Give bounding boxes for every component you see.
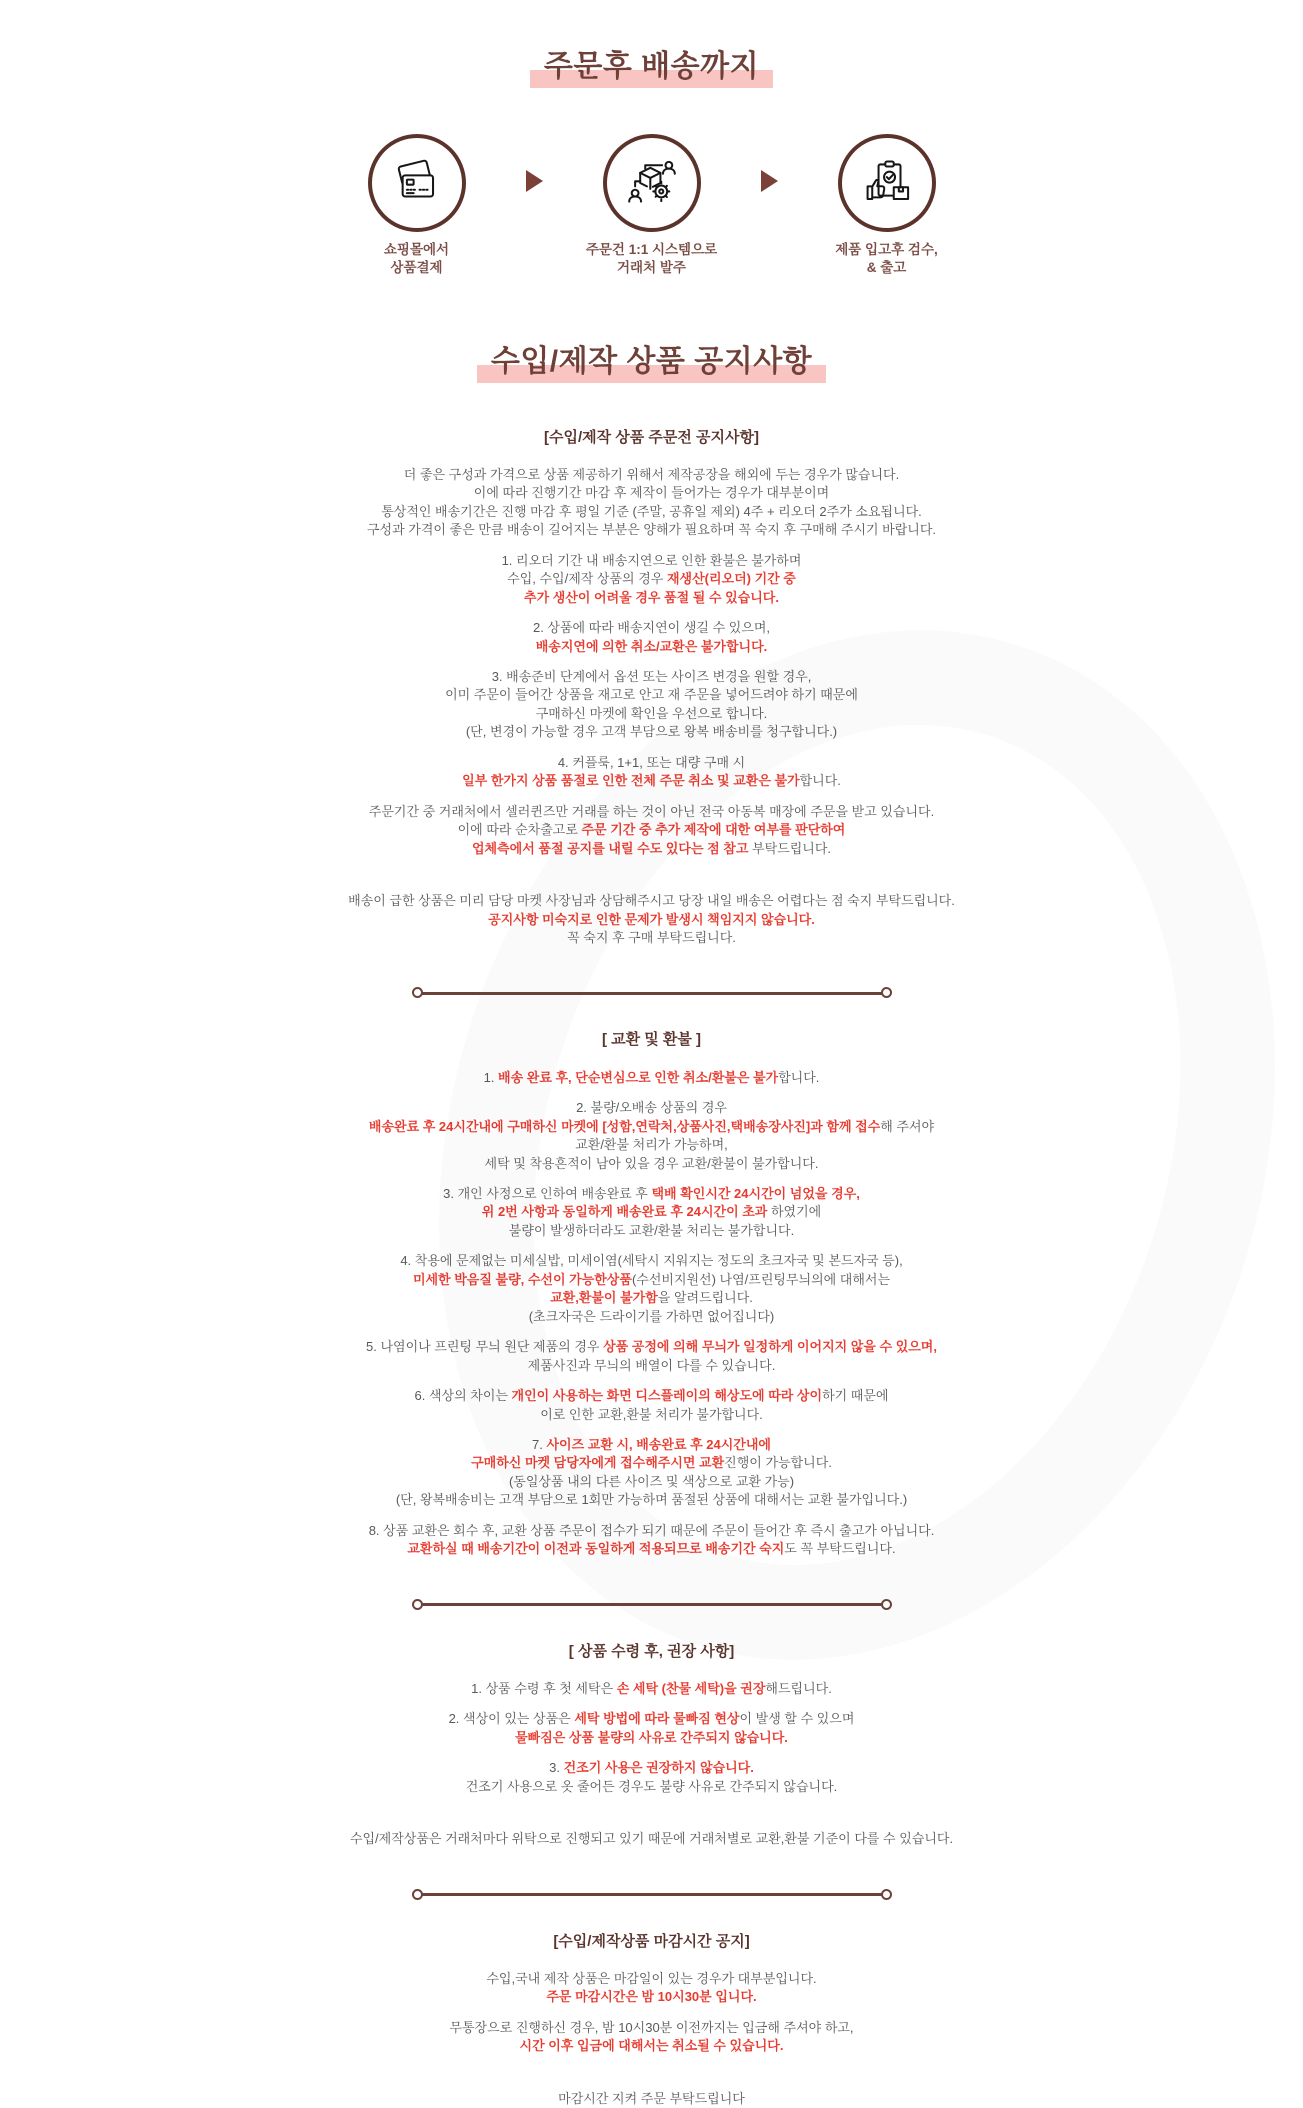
body-text: 하기 때문에 <box>822 1388 889 1404</box>
body-text: 마감시간 지켜 주문 부탁드립니다 <box>558 2090 745 2106</box>
notice-title <box>302 277 1002 385</box>
body-text: 수입,국내 제작 상품은 마감일이 있는 경우가 대부분입니다. <box>486 1971 817 1987</box>
section-header: [ 교환 및 환불 ] <box>601 1031 702 1049</box>
body-text: 불량이 발생하더라도 교환/환불 처리는 불가합니다. <box>508 1222 795 1238</box>
emphasis-red-text: 재생산(리오더) 기간 중 <box>666 571 796 587</box>
emphasis-red-text: 주문 마감시간은 밤 10시30분 입니다. <box>546 1989 757 2005</box>
body-text: 해 주셔야 <box>880 1118 935 1134</box>
body-text: 도 꼭 부탁드립니다. <box>784 1541 896 1557</box>
notice-body <box>302 427 1002 2108</box>
section-divider <box>412 1889 892 1901</box>
body-text: 을 알려드립니다. <box>657 1290 753 1306</box>
notice-paragraph <box>302 1185 1002 1240</box>
emphasis-red-text: 교환하실 때 배송기간이 이전과 동일하게 적용되므로 배송기간 숙지 <box>407 1541 785 1557</box>
shipping-notice-page <box>302 0 1002 2106</box>
emphasis-red-text: 시간 이후 입금에 대해서는 취소될 수 있습니다. <box>519 2038 784 2054</box>
body-text: 세탁 및 착용흔적이 남아 있을 경우 교환/환불이 불가합니다. <box>484 1155 819 1171</box>
body-text: 통상적인 배송기간은 진행 마감 후 평일 기준 (주말, 공휴일 제외) 4주 + 리오더 2주가 소요됩니다. <box>381 503 922 519</box>
notice-paragraph <box>302 1436 1002 1510</box>
notice-title-text: 수입/제작 상품 공지사항 <box>477 341 826 385</box>
body-text: 합니다. <box>778 1069 820 1085</box>
emphasis-red-text: 택배 확인시간 24시간이 넘었을 경우, <box>651 1186 860 1201</box>
notice-paragraph <box>302 1970 1002 2007</box>
body-text: 교환/환불 처리가 가능하며, <box>575 1137 728 1153</box>
emphasis-red-text: 교환,환불이 불가함 <box>550 1290 658 1306</box>
body-text: 이에 따라 순차출고로 <box>457 822 582 838</box>
emphasis-red-text: 손 세탁 (찬물 세탁)을 권장 <box>616 1681 766 1696</box>
notice-paragraph <box>302 1387 1002 1424</box>
notice-paragraph <box>302 668 1002 742</box>
notice-paragraph <box>302 1099 1002 1173</box>
notice-paragraph <box>302 466 1002 540</box>
notice-paragraph <box>302 1338 1002 1375</box>
body-text: 8. 상품 교환은 회수 후, 교환 상품 주문이 접수가 되기 때문에 주문이 들어간 후 즉시 출고가 아닙니다. <box>368 1522 935 1538</box>
body-text: 이에 따라 진행기간 마감 후 제작이 들어가는 경우가 대부분이며 <box>473 485 830 501</box>
flow-step-payment <box>332 134 502 277</box>
arrow-right-icon <box>526 170 543 192</box>
pre-order-notice-section <box>302 427 1002 948</box>
body-text: 건조기 사용으로 옷 줄어든 경우도 불량 사유로 간주되지 않습니다. <box>465 1778 838 1794</box>
caption-line: 상품결제 <box>390 259 443 275</box>
body-text: 부탁드립니다. <box>748 840 832 856</box>
body-text: 합니다. <box>799 773 841 789</box>
body-text: (수선비지원선) 나염/프린팅무늬의에 대해서는 <box>631 1271 891 1287</box>
credit-card-icon <box>390 156 444 210</box>
emphasis-red-text: 일부 한가지 상품 품절로 인한 전체 주문 취소 및 교환은 불가 <box>462 773 800 789</box>
deadline-notice-section <box>302 1931 1002 2108</box>
body-text: 3. 배송준비 단계에서 옵션 또는 사이즈 변경을 원할 경우, <box>491 669 812 684</box>
arrow-right-icon <box>761 170 778 192</box>
notice-paragraph <box>302 892 1002 947</box>
body-text: (단, 왕복배송비는 고객 부담으로 1회만 가능하며 품절된 상품에 대해서는 교환 불가입니다.) <box>395 1492 908 1508</box>
body-text: 제품사진과 무늬의 배열이 다를 수 있습니다. <box>527 1357 776 1373</box>
exchange-refund-section <box>302 1029 1002 1558</box>
notice-paragraph <box>302 2090 1002 2108</box>
body-text: 6. 색상의 차이는 <box>414 1388 512 1404</box>
notice-paragraph <box>302 803 1002 858</box>
body-text: 이 발생 할 수 있으며 <box>739 1711 855 1727</box>
emphasis-red-text: 주문 기간 중 추가 제작에 대한 여부를 판단하여 <box>581 822 846 838</box>
body-text: 무통장으로 진행하신 경우, 밤 10시30분 이전까지는 입금해 주셔야 하고, <box>449 2019 854 2035</box>
emphasis-red-text: 배송지연에 의한 취소/교환은 불가합니다. <box>535 638 768 654</box>
emphasis-red-text: 업체측에서 품절 공지를 내릴 수도 있다는 점 참고 <box>471 840 749 856</box>
emphasis-red-text: 미세한 박음질 불량, 수선이 가능한상품 <box>412 1271 632 1287</box>
order-system-circle <box>603 134 701 232</box>
body-text: 2. 색상이 있는 상품은 <box>448 1711 575 1727</box>
notice-paragraph <box>302 754 1002 791</box>
body-text: 하였기에 <box>767 1204 822 1220</box>
body-text: 꼭 숙지 후 구매 부탁드립니다. <box>567 929 736 945</box>
divider-ring-left <box>412 987 423 998</box>
flow-step-caption <box>384 241 449 277</box>
notice-paragraph <box>302 619 1002 656</box>
body-text: 2. 상품에 따라 배송지연이 생길 수 있으며, <box>532 620 771 636</box>
flow-step-caption <box>835 241 938 277</box>
caption-line: 쇼핑몰에서 <box>383 242 450 257</box>
notice-paragraph <box>302 552 1002 607</box>
body-text: 배송이 급한 상품은 미리 담당 마켓 사장님과 상담해주시고 당장 내일 배송은 어렵다는 점 숙지 부탁드립니다. <box>348 893 955 909</box>
inspection-shipping-icon <box>860 156 914 210</box>
emphasis-red-text: 개인이 사용하는 화면 디스플레이의 해상도에 따라 상이 <box>511 1388 823 1404</box>
section-header: [수입/제작상품 마감시간 공지] <box>553 1932 750 1950</box>
body-text: 이미 주문이 들어간 상품을 재고로 안고 재 주문을 넣어드려야 하기 때문에 <box>445 687 858 703</box>
section-divider <box>412 987 892 999</box>
section-header: [ 상품 수령 후, 권장 사항] <box>568 1642 735 1660</box>
divider-line <box>419 992 885 995</box>
caption-line: 주문건 1:1 시스템으로 <box>585 242 718 257</box>
body-text: 구성과 가격이 좋은 만큼 배송이 길어지는 부분은 양해가 필요하며 꼭 숙지 후 구매해 주시기 바랍니다. <box>366 522 937 538</box>
notice-paragraph <box>302 1830 1002 1848</box>
body-text: 1. 리오더 기간 내 배송지연으로 인한 환불은 불가하며 <box>501 552 802 568</box>
emphasis-red-text: 세탁 방법에 따라 물빠짐 현상 <box>574 1711 740 1727</box>
body-text: 수입, 수입/제작 상품의 경우 <box>507 571 667 587</box>
notice-paragraph <box>302 1710 1002 1747</box>
inspection-circle <box>838 134 936 232</box>
page-title <box>302 0 1002 90</box>
body-text: 더 좋은 구성과 가격으로 상품 제공하기 위해서 제작공장을 해외에 두는 경우가 많습니다. <box>403 466 900 482</box>
after-receipt-section <box>302 1641 1002 1849</box>
divider-ring-right <box>881 987 892 998</box>
caption-line: 거래처 발주 <box>617 259 686 275</box>
notice-paragraph <box>302 1069 1002 1087</box>
notice-paragraph <box>302 1522 1002 1559</box>
emphasis-red-text: 상품 공정에 의해 무늬가 일정하게 이어지지 않을 수 있으며, <box>603 1339 937 1355</box>
body-text: 진행이 가능합니다. <box>724 1455 832 1471</box>
body-text: 이로 인한 교환,환불 처리가 불가합니다. <box>540 1406 763 1422</box>
divider-line <box>419 1603 885 1606</box>
page-title-text: 주문후 배송까지 <box>530 46 773 90</box>
body-text: 1. <box>483 1069 499 1085</box>
body-text: 해드립니다. <box>765 1681 832 1696</box>
emphasis-red-text: 구매하신 마켓 담당자에게 접수해주시면 교환 <box>471 1455 725 1471</box>
notice-paragraph <box>302 1252 1002 1326</box>
body-text: 3. 개인 사정으로 인하여 배송완료 후 <box>443 1186 652 1201</box>
body-text: 4. 착용에 문제없는 미세실밥, 미세이염(세탁시 지워지는 정도의 초크자국 및 본드자국 등), <box>400 1253 903 1269</box>
emphasis-red-text: 배송완료 후 24시간내에 구매하신 마켓에 [성함,연락처,상품사진,택배송장사진]과 함께 접수 <box>368 1118 881 1134</box>
divider-ring-right <box>881 1889 892 1900</box>
body-text: 7. <box>532 1436 547 1452</box>
section-header: [수입/제작 상품 주문전 공지사항] <box>543 428 760 446</box>
order-system-icon <box>625 156 679 210</box>
body-text: (동일상품 내의 다른 사이즈 및 색상으로 교환 가능) <box>508 1473 795 1489</box>
caption-line: & 출고 <box>866 259 907 275</box>
emphasis-red-text: 사이즈 교환 시, 배송완료 후 24시간내에 <box>546 1436 771 1452</box>
body-text: 수입/제작상품은 거래처마다 위탁으로 진행되고 있기 때문에 거래처별로 교환,환불 기준이 다를 수 있습니다. <box>349 1831 954 1847</box>
emphasis-red-text: 위 2번 사항과 동일하게 배송완료 후 24시간이 초과 <box>481 1204 768 1220</box>
notice-paragraph <box>302 1680 1002 1698</box>
caption-line: 제품 입고후 검수, <box>835 242 938 257</box>
notice-paragraph <box>302 1759 1002 1796</box>
divider-line <box>419 1893 885 1896</box>
body-text: 1. 상품 수령 후 첫 세탁은 <box>471 1681 617 1696</box>
emphasis-red-text: 배송 완료 후, 단순변심으로 인한 취소/환불은 불가 <box>498 1069 779 1085</box>
flow-step-inspection <box>802 134 972 277</box>
body-text: 2. 불량/오배송 상품의 경우 <box>576 1100 727 1116</box>
payment-circle <box>368 134 466 232</box>
emphasis-red-text: 물빠짐은 상품 불량의 사유로 간주되지 않습니다. <box>515 1729 788 1745</box>
flow-step-order-system <box>567 134 737 277</box>
body-text: 3. <box>549 1760 564 1776</box>
body-text: (단, 변경이 가능할 경우 고객 부담으로 왕복 배송비를 청구합니다.) <box>465 724 838 740</box>
emphasis-red-text: 건조기 사용은 권장하지 않습니다. <box>563 1760 754 1776</box>
divider-ring-right <box>881 1599 892 1610</box>
emphasis-red-text: 공지사항 미숙지로 인한 문제가 발생시 책임지지 않습니다. <box>488 911 815 927</box>
flow-step-caption <box>586 241 717 277</box>
section-divider <box>412 1599 892 1611</box>
body-text: 4. 커플룩, 1+1, 또는 대량 구매 시 <box>557 754 746 770</box>
order-flow <box>302 134 1002 277</box>
notice-paragraph <box>302 2019 1002 2056</box>
emphasis-red-text: 추가 생산이 어려울 경우 품절 될 수 있습니다. <box>524 589 779 605</box>
divider-ring-left <box>412 1889 423 1900</box>
body-text: 주문기간 중 거래처에서 셀러퀸즈만 거래를 하는 것이 아닌 전국 아동복 매장에 주문을 받고 있습니다. <box>368 803 935 819</box>
divider-ring-left <box>412 1599 423 1610</box>
body-text: 구매하신 마켓에 확인을 우선으로 합니다. <box>535 705 768 721</box>
body-text: (초크자국은 드라이기를 가하면 없어집니다) <box>528 1308 775 1324</box>
body-text: 5. 나염이나 프린팅 무늬 원단 제품의 경우 <box>366 1339 604 1355</box>
